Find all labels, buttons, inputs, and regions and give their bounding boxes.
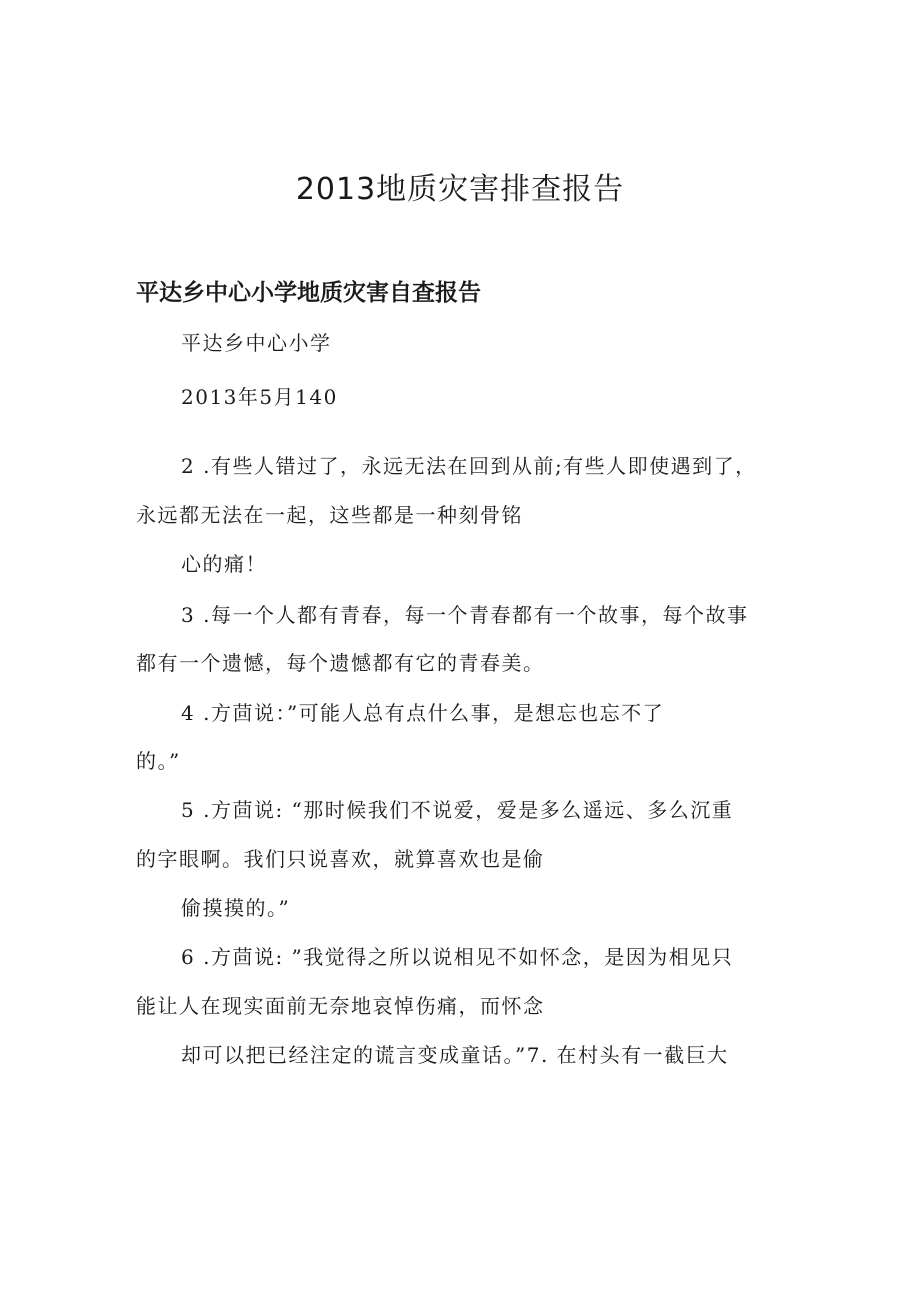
author-line: 平达乡中心小学 [181, 331, 332, 355]
paragraph-line: 4 .方茴说：”可能人总有点什么事，是想忘也忘不了 [181, 701, 665, 725]
paragraph-line: 的字眼啊。我们只说喜欢，就算喜欢也是偷 [136, 847, 545, 871]
document-subtitle: 平达乡中心小学地质灾害自查报告 [136, 280, 481, 306]
paragraph-line: 能让人在现实面前无奈地哀悼伤痛，而怀念 [136, 994, 545, 1018]
paragraph-line: 2 .有些人错过了，永远无法在回到从前;有些人即使遇到了， [181, 454, 757, 478]
date-line: 2013年5月140 [181, 385, 338, 409]
paragraph-line: 却可以把已经注定的谎言变成童话。”7. 在村头有一截巨大 [181, 1043, 729, 1067]
document-title: 2013地质灾害排查报告 [295, 172, 625, 207]
paragraph-line: 偷摸摸的。” [181, 896, 291, 920]
paragraph-line: 5 .方茴说: “那时候我们不说爱，爱是多么遥远、多么沉重 [181, 798, 734, 822]
paragraph-line: 永远都无法在一起，这些都是一种刻骨铭 [136, 503, 523, 527]
paragraph-line: 心的痛！ [181, 552, 267, 576]
paragraph-line: 6 .方茴说: ”我觉得之所以说相见不如怀念，是因为相见只 [181, 945, 734, 969]
paragraph-line: 的。” [136, 749, 181, 773]
paragraph-line: 都有一个遗憾，每个遗憾都有它的青春美。 [136, 651, 545, 675]
paragraph-line: 3 .每一个人都有青春，每一个青春都有一个故事，每个故事 [181, 603, 749, 627]
